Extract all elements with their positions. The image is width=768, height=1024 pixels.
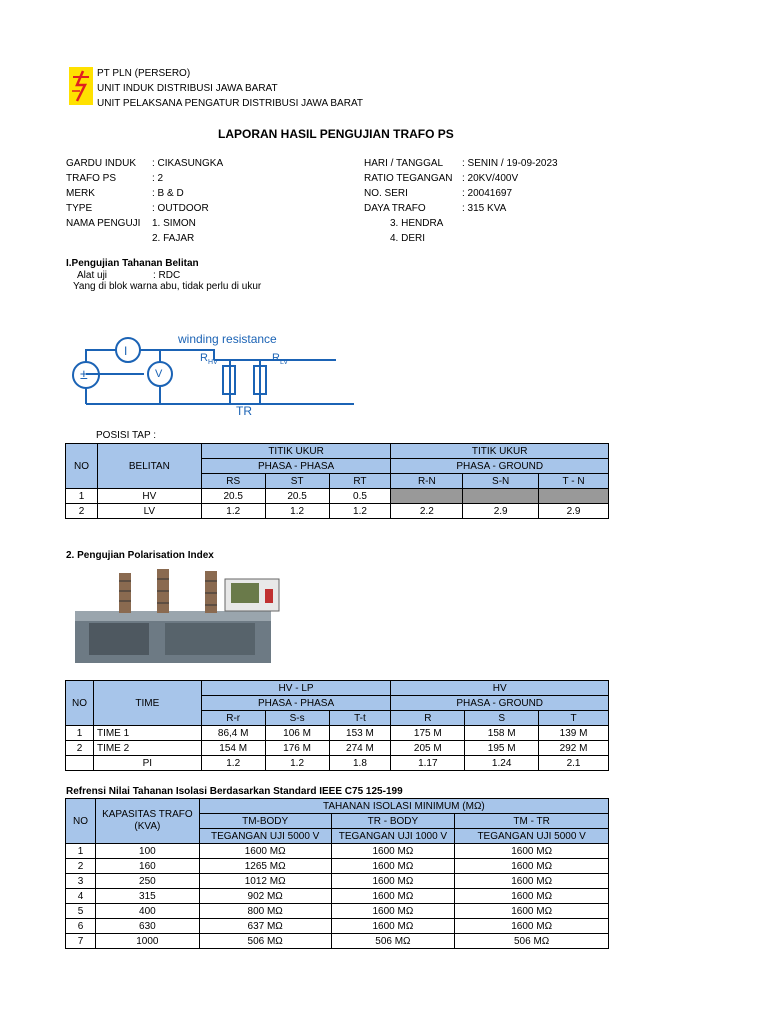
cell: 6 bbox=[66, 919, 96, 934]
col-rt: RT bbox=[329, 474, 391, 489]
col-sn: S-N bbox=[463, 474, 539, 489]
cell: 139 M bbox=[539, 726, 609, 741]
cell: 4 bbox=[66, 889, 96, 904]
cell: 1.8 bbox=[329, 756, 391, 771]
group-phasa-phasa: PHASA - PHASA bbox=[201, 696, 391, 711]
info-left bbox=[66, 158, 223, 248]
transformer-photo bbox=[69, 567, 309, 671]
company-name: PT PLN (PERSERO) bbox=[97, 68, 191, 79]
col-tegangan-1: TEGANGAN UJI 5000 V bbox=[199, 829, 331, 844]
info-value: : 20KV/400V bbox=[462, 173, 519, 184]
lightning-icon bbox=[69, 67, 93, 105]
col-no: NO bbox=[66, 444, 98, 489]
cell: 205 M bbox=[391, 741, 465, 756]
info-right bbox=[364, 158, 558, 248]
cell: 800 MΩ bbox=[199, 904, 331, 919]
gray-cell bbox=[539, 489, 609, 504]
tool-value: : RDC bbox=[153, 270, 181, 281]
table-row bbox=[66, 859, 609, 874]
cell: 1 bbox=[66, 489, 98, 504]
cell: 902 MΩ bbox=[199, 889, 331, 904]
cell: 160 bbox=[95, 859, 199, 874]
cell: 506 MΩ bbox=[199, 934, 331, 949]
pln-logo bbox=[69, 67, 93, 105]
cell: 1.2 bbox=[329, 504, 391, 519]
rhv-letter: R bbox=[200, 352, 208, 364]
pi-table bbox=[65, 680, 609, 771]
info-value: : CIKASUNGKA bbox=[152, 158, 224, 169]
cell: 1.2 bbox=[201, 504, 265, 519]
cell: 1600 MΩ bbox=[331, 844, 455, 859]
cell: 1600 MΩ bbox=[455, 919, 609, 934]
info-value: 1. SIMON bbox=[152, 218, 196, 229]
info-label: NAMA PENGUJI bbox=[66, 218, 141, 229]
voltmeter-label: V bbox=[155, 368, 163, 380]
info-label: NO. SERI bbox=[364, 188, 408, 199]
col-tt: T-t bbox=[329, 711, 391, 726]
info-label: HARI / TANGGAL bbox=[364, 158, 444, 169]
info-value: 2. FAJAR bbox=[152, 233, 195, 244]
col-t: T bbox=[539, 711, 609, 726]
gray-cell bbox=[391, 489, 463, 504]
cell: 1600 MΩ bbox=[331, 919, 455, 934]
info-value: : 315 KVA bbox=[462, 203, 507, 214]
info-value: 4. DERI bbox=[390, 233, 426, 244]
cell: 1600 MΩ bbox=[331, 904, 455, 919]
section2-title: 2. Pengujian Polarisation Index bbox=[66, 550, 214, 561]
group-phasa-ground: PHASA - GROUND bbox=[391, 459, 609, 474]
cell: 292 M bbox=[539, 741, 609, 756]
col-s: S bbox=[465, 711, 539, 726]
cell: 2 bbox=[66, 741, 94, 756]
table-row bbox=[66, 919, 609, 934]
info-value: 3. HENDRA bbox=[390, 218, 444, 229]
source-label: ± bbox=[80, 366, 88, 382]
cell: 2 bbox=[66, 859, 96, 874]
info-label: DAYA TRAFO bbox=[364, 203, 426, 214]
cell: 175 M bbox=[391, 726, 465, 741]
table-row bbox=[66, 756, 609, 771]
table-row bbox=[66, 489, 609, 504]
section3-title: Refrensi Nilai Tahanan Isolasi Berdasarkan Standard IEEE C75 125-199 bbox=[66, 786, 403, 797]
cell: PI bbox=[93, 756, 201, 771]
cell: 315 bbox=[95, 889, 199, 904]
cell: 1 bbox=[66, 726, 94, 741]
cell: HV bbox=[97, 489, 201, 504]
cell: 1600 MΩ bbox=[455, 904, 609, 919]
cell: 195 M bbox=[465, 741, 539, 756]
cell: 1.2 bbox=[201, 756, 265, 771]
tool-row bbox=[77, 270, 180, 281]
unit-induk: UNIT INDUK DISTRIBUSI JAWA BARAT bbox=[97, 83, 278, 94]
col-tn: T - N bbox=[539, 474, 609, 489]
rhv-sub: HV bbox=[207, 359, 218, 367]
unit-pelaksana: UNIT PELAKSANA PENGATUR DISTRIBUSI JAWA BARAT bbox=[97, 98, 363, 109]
col-tegangan-3: TEGANGAN UJI 5000 V bbox=[455, 829, 609, 844]
cell: 1600 MΩ bbox=[455, 874, 609, 889]
cell: 2.9 bbox=[463, 504, 539, 519]
table-row bbox=[66, 504, 609, 519]
rlv-label bbox=[272, 352, 288, 366]
section1-title: I.Pengujian Tahanan Belitan bbox=[66, 258, 199, 269]
diagram-title: winding resistance bbox=[178, 332, 277, 346]
group-phasa-phasa-top: TITIK UKUR bbox=[201, 444, 391, 459]
winding-table bbox=[65, 443, 609, 519]
cell: 2.2 bbox=[391, 504, 463, 519]
cell: 250 bbox=[95, 874, 199, 889]
col-tr-body: TR - BODY bbox=[331, 814, 455, 829]
cell: 154 M bbox=[201, 741, 265, 756]
rlv-letter: R bbox=[272, 352, 280, 364]
group-hv-lp: HV - LP bbox=[201, 681, 391, 696]
tr-label: TR bbox=[236, 404, 252, 418]
col-tm-tr: TM - TR bbox=[455, 814, 609, 829]
info-label: GARDU INDUK bbox=[66, 158, 137, 169]
col-tegangan-2: TEGANGAN UJI 1000 V bbox=[331, 829, 455, 844]
cell: 274 M bbox=[329, 741, 391, 756]
cell: 1600 MΩ bbox=[199, 844, 331, 859]
cell: 1600 MΩ bbox=[331, 859, 455, 874]
col-kapasitas: KAPASITAS TRAFO (KVA) bbox=[95, 799, 199, 844]
cell: 506 MΩ bbox=[455, 934, 609, 949]
group-phasa-ground: PHASA - GROUND bbox=[391, 696, 609, 711]
cell: 1600 MΩ bbox=[331, 889, 455, 904]
col-ss: S-s bbox=[265, 711, 329, 726]
cell: 153 M bbox=[329, 726, 391, 741]
cell: 1600 MΩ bbox=[455, 844, 609, 859]
info-label: TRAFO PS bbox=[66, 173, 117, 184]
cell: 630 bbox=[95, 919, 199, 934]
cell: 176 M bbox=[265, 741, 329, 756]
group-tahanan-isolasi: TAHANAN ISOLASI MINIMUM (MΩ) bbox=[199, 799, 608, 814]
table-row bbox=[66, 874, 609, 889]
cell: 5 bbox=[66, 904, 96, 919]
cell: 1 bbox=[66, 844, 96, 859]
table-row bbox=[66, 726, 609, 741]
table-row bbox=[66, 741, 609, 756]
cell: 158 M bbox=[465, 726, 539, 741]
cell: LV bbox=[97, 504, 201, 519]
report-title: LAPORAN HASIL PENGUJIAN TRAFO PS bbox=[218, 127, 454, 141]
col-no: NO bbox=[66, 681, 94, 726]
cell: 20.5 bbox=[201, 489, 265, 504]
col-r: R bbox=[391, 711, 465, 726]
posisi-tap: POSISI TAP : bbox=[96, 430, 157, 441]
cell: 1.24 bbox=[465, 756, 539, 771]
cell: 7 bbox=[66, 934, 96, 949]
cell: 1000 bbox=[95, 934, 199, 949]
cell: TIME 2 bbox=[93, 741, 201, 756]
gray-cell bbox=[463, 489, 539, 504]
cell: 2 bbox=[66, 504, 98, 519]
info-value: : 20041697 bbox=[462, 188, 513, 199]
cell bbox=[66, 756, 94, 771]
cell: 3 bbox=[66, 874, 96, 889]
group-hv: HV bbox=[391, 681, 609, 696]
cell: 1.2 bbox=[265, 756, 329, 771]
cell: 2.9 bbox=[539, 504, 609, 519]
cell: 1265 MΩ bbox=[199, 859, 331, 874]
info-label: TYPE bbox=[66, 203, 93, 214]
col-no: NO bbox=[66, 799, 96, 844]
info-label: MERK bbox=[66, 188, 95, 199]
cell: 400 bbox=[95, 904, 199, 919]
cell: 1.2 bbox=[265, 504, 329, 519]
col-tm-body: TM-BODY bbox=[199, 814, 331, 829]
cell: 0.5 bbox=[329, 489, 391, 504]
cell: 20.5 bbox=[265, 489, 329, 504]
cell: 100 bbox=[95, 844, 199, 859]
info-value: : B & D bbox=[152, 188, 184, 199]
col-rn: R-N bbox=[391, 474, 463, 489]
cell: 2.1 bbox=[539, 756, 609, 771]
cell: 86,4 M bbox=[201, 726, 265, 741]
group-phasa-phasa: PHASA - PHASA bbox=[201, 459, 391, 474]
cell: 106 M bbox=[265, 726, 329, 741]
reference-table bbox=[65, 798, 609, 949]
col-belitan: BELITAN bbox=[97, 444, 201, 489]
table-row bbox=[66, 904, 609, 919]
info-value: : OUTDOOR bbox=[152, 203, 209, 214]
cell: 637 MΩ bbox=[199, 919, 331, 934]
info-value: : SENIN / 19-09-2023 bbox=[462, 158, 558, 169]
col-st: ST bbox=[265, 474, 329, 489]
tool-label: Alat uji bbox=[77, 270, 108, 281]
col-rs: RS bbox=[201, 474, 265, 489]
cell: TIME 1 bbox=[93, 726, 201, 741]
cell: 506 MΩ bbox=[331, 934, 455, 949]
cell: 1600 MΩ bbox=[455, 859, 609, 874]
cell: 1012 MΩ bbox=[199, 874, 331, 889]
table-row bbox=[66, 934, 609, 949]
rlv-sub: LV bbox=[279, 359, 288, 367]
rhv-label bbox=[200, 352, 218, 366]
col-time: TIME bbox=[93, 681, 201, 726]
info-value: : 2 bbox=[152, 173, 164, 184]
cell: 1.17 bbox=[391, 756, 465, 771]
info-label: RATIO TEGANGAN bbox=[364, 173, 453, 184]
col-rr: R-r bbox=[201, 711, 265, 726]
group-phasa-ground-top: TITIK UKUR bbox=[391, 444, 609, 459]
gray-note: Yang di blok warna abu, tidak perlu di ukur bbox=[73, 281, 262, 292]
table-row bbox=[66, 889, 609, 904]
table-row bbox=[66, 844, 609, 859]
cell: 1600 MΩ bbox=[331, 874, 455, 889]
cell: 1600 MΩ bbox=[455, 889, 609, 904]
ammeter-label: I bbox=[124, 344, 128, 358]
